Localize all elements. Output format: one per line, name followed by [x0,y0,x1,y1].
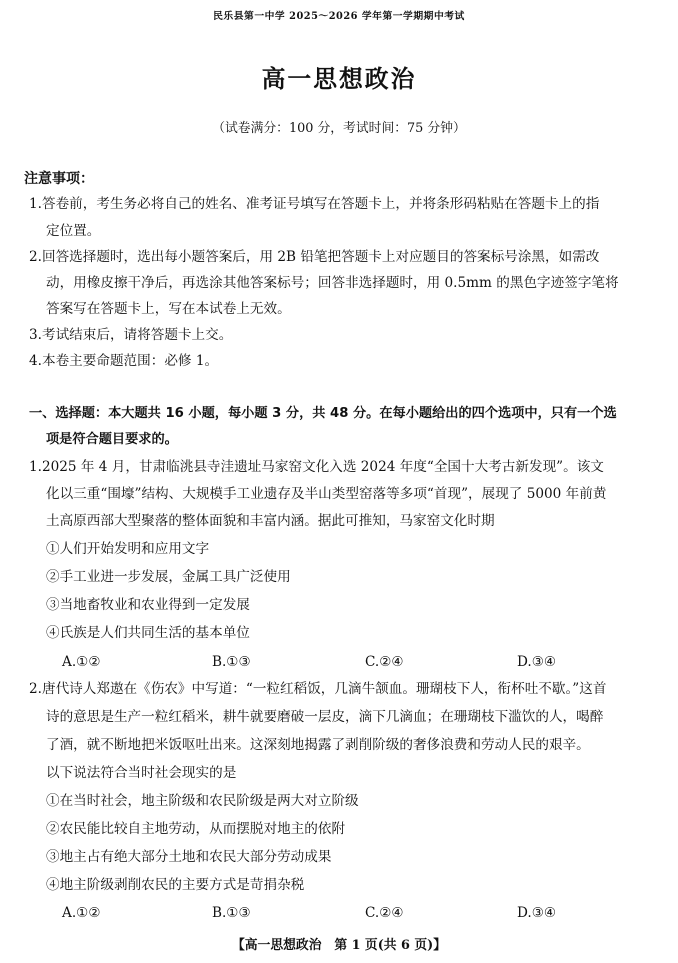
page-footer: 【高一思想政治 第 1 页(共 6 页)】 [231,938,447,953]
question-2-stem-line: 以下说法符合当时社会现实的是 [46,765,237,781]
option-c: C.②④ [365,905,404,921]
exam-info: （试卷满分：100 分，考试时间：75 分钟） [212,121,466,136]
question-1-stem-line: 土高原西部大型聚落的整体面貌和丰富内涵。据此可推知，马家窑文化时期 [46,513,495,529]
question-2-item: ②农民能比较自主地劳动，从而摆脱对地主的依附 [46,821,346,837]
option-d: D.③④ [517,654,557,670]
notice-line-1: 1.答卷前，考生务必将自己的姓名、准考证号填写在答题卡上，并将条形码粘贴在答题卡上的指 [29,196,600,212]
question-2-stem-line: 2.唐代诗人郑遨在《伤农》中写道：“一粒红稻饭，几滴牛颔血。珊瑚枝下人，衔杯吐不歇。”这首 [29,681,607,697]
question-2-item: ④地主阶级剥削农民的主要方式是苛捐杂税 [46,877,305,893]
question-1-item: ④氏族是人们共同生活的基本单位 [46,625,250,641]
option-a: A.①② [62,905,101,921]
option-c: C.②④ [365,654,404,670]
option-d: D.③④ [517,905,557,921]
option-b: B.①③ [212,905,251,921]
notice-line-1-cont: 定位置。 [46,223,101,239]
notice-line-2-cont2: 答案写在答题卡上，写在本试卷上无效。 [46,301,291,317]
question-1-item: ③当地畜牧业和农业得到一定发展 [46,597,250,613]
question-1-stem-line: 1.2025 年 4 月，甘肃临洮县寺洼遗址马家窑文化入选 2024 年度“全国十大考古新发现”。该文 [29,459,604,475]
notice-heading: 注意事项： [24,171,94,187]
notice-line-3: 3.考试结束后，请将答题卡上交。 [29,327,233,343]
question-2-stem-line: 诗的意思是生产一粒红稻米，耕牛就要磨破一层皮，滴下几滴血；在珊瑚枝下滥饮的人，喝醉 [46,709,604,725]
question-1-item: ①人们开始发明和应用文字 [46,541,210,557]
option-a: A.①② [62,654,101,670]
exam-title: 民乐县第一中学 2025～2026 学年第一学期期中考试 [213,11,465,22]
question-2-stem-line: 了酒，就不断地把米饭呕吐出来。这深刻地揭露了剥削阶级的奢侈浪费和劳动人民的艰辛。 [46,737,590,753]
option-b: B.①③ [212,654,251,670]
question-2-item: ①在当时社会，地主阶级和农民阶级是两大对立阶级 [46,793,359,809]
notice-line-2-cont: 动，用橡皮擦干净后，再选涂其他答案标号；回答非选择题时，用 0.5mm 的黑色字迹签字笔将 [46,275,619,291]
question-1-item: ②手工业进一步发展，金属工具广泛使用 [46,569,291,585]
question-2-item: ③地主占有绝大部分土地和农民大部分劳动成果 [46,849,332,865]
notice-line-2: 2.回答选择题时，选出每小题答案后，用 2B 铅笔把答题卡上对应题目的答案标号涂黑，如需改 [29,249,600,265]
question-1-stem-line: 化以三重“围壕”结构、大规模手工业遗存及半山类型窑落等多项“首现”，展现了 5000 年前黄 [46,486,607,502]
section-heading: 一、选择题：本大题共 16 小题，每小题 3 分，共 48 分。在每小题给出的四个选项中，只有一个选 [29,406,617,421]
subject-title: 高一思想政治 [261,65,417,93]
notice-line-4: 4.本卷主要命题范围：必修 1。 [29,353,219,369]
section-heading-cont: 项是符合题目要求的。 [46,432,178,447]
